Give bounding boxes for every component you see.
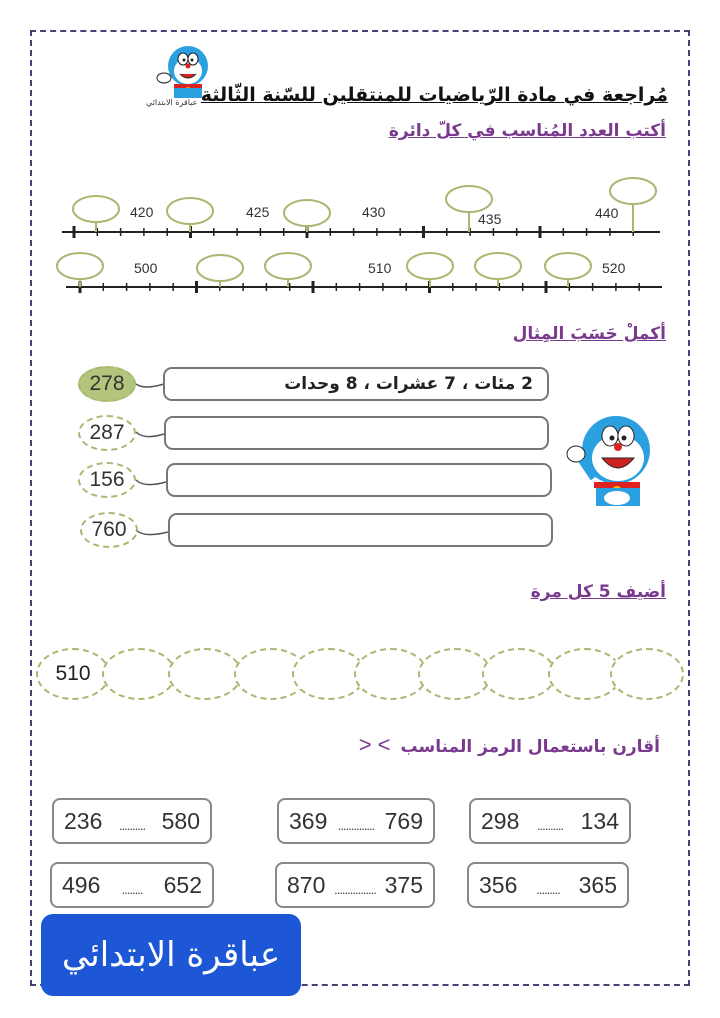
compare-box[interactable]: [275, 862, 435, 908]
blank-circle: [284, 200, 330, 226]
compare-box[interactable]: [50, 862, 214, 908]
example-answer-box: [163, 367, 549, 401]
section4-heading: أقارن باستعمال الرمز المناسب: [400, 737, 660, 757]
compare-box[interactable]: [277, 798, 435, 844]
comparison-symbols: > <: [358, 732, 391, 757]
page-title: مُراجعة في مادة الرّياضيات للمنتقلين للسّنة الثّالثة: [200, 84, 668, 106]
doraemon-waving-icon: [564, 412, 658, 508]
number-lines: [0, 170, 720, 300]
compare-right: 375: [384, 871, 423, 898]
logo-caption: عباقرة الابتدائي: [146, 98, 198, 107]
blank-circle: [446, 186, 492, 212]
blank-circle: [167, 198, 213, 224]
footer-banner: عباقرة الابتدائي: [41, 914, 301, 996]
chain-start-circle: 510: [36, 648, 110, 700]
chain-blank-circle[interactable]: [418, 648, 492, 700]
compare-blank: ..........: [536, 817, 564, 833]
line1-label: 420: [130, 204, 154, 220]
section1-heading: أكتب العدد المُناسب في كلّ دائرة: [388, 121, 666, 141]
blank-circle: [545, 253, 591, 279]
compare-left: 236: [64, 807, 103, 834]
chain-blank-circle[interactable]: [610, 648, 684, 700]
compare-left: 298: [481, 807, 520, 834]
blank-circle: [197, 255, 243, 281]
section3-heading: أضيف 5 كل مرة: [530, 582, 666, 602]
compare-left: 496: [62, 871, 101, 898]
compare-left: 369: [289, 807, 328, 834]
compare-right: 769: [384, 807, 423, 834]
section2-heading: أكملْ حَسَبَ المِثال: [512, 324, 666, 344]
compare-blank: ..............: [337, 817, 375, 833]
line1-label: 435: [478, 211, 502, 227]
blank-circle: [73, 196, 119, 222]
line1-label: 425: [246, 204, 270, 220]
blank-circle: [57, 253, 103, 279]
section4-heading-row: [359, 732, 660, 758]
blank-circle: [265, 253, 311, 279]
line2-label: 510: [368, 260, 392, 276]
line2-label: 500: [134, 260, 158, 276]
chain-blank-circle[interactable]: [482, 648, 556, 700]
example-text: 2 مئات ، 7 عشرات ، 8 وحدات: [284, 374, 533, 394]
line1-label: 430: [362, 204, 386, 220]
compare-blank: ................: [334, 881, 376, 897]
compare-blank: .........: [536, 881, 560, 897]
blank-circle: [610, 178, 656, 204]
compare-left: 356: [479, 871, 518, 898]
line1-label: 440: [595, 205, 619, 221]
compare-right: 365: [578, 871, 617, 898]
compare-right: 134: [580, 807, 619, 834]
compare-blank: ..........: [118, 817, 146, 833]
example-number: 278: [78, 366, 136, 402]
compare-right: 580: [161, 807, 200, 834]
number-760: 760: [80, 512, 138, 548]
compare-blank: ........: [121, 881, 143, 897]
line2-label: 520: [602, 260, 626, 276]
compare-right: 652: [163, 871, 202, 898]
number-156: 156: [78, 462, 136, 498]
compare-box[interactable]: [52, 798, 212, 844]
blank-circle: [407, 253, 453, 279]
chain-blank-circle[interactable]: [168, 648, 242, 700]
compare-box[interactable]: [469, 798, 631, 844]
blank-circle: [475, 253, 521, 279]
number-287: 287: [78, 415, 136, 451]
compare-left: 870: [287, 871, 326, 898]
compare-box[interactable]: [467, 862, 629, 908]
chain-blank-circle[interactable]: [354, 648, 428, 700]
answer-box-287[interactable]: [164, 416, 549, 450]
answer-box-760[interactable]: [168, 513, 553, 547]
answer-box-156[interactable]: [166, 463, 552, 497]
chain-blank-circle[interactable]: [102, 648, 176, 700]
